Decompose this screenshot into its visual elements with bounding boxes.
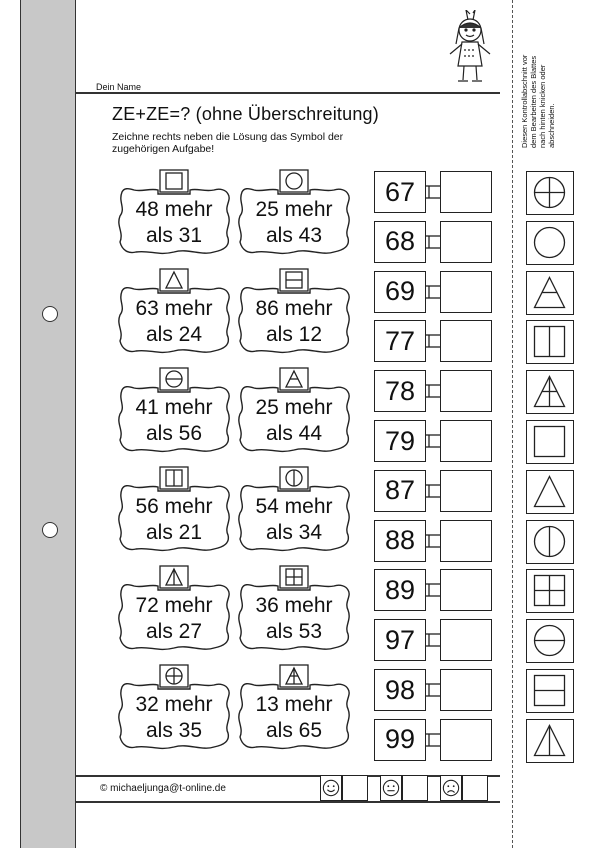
punch-hole	[42, 522, 58, 538]
triangle-horizontal-split-icon	[526, 271, 574, 315]
task-line-2: als 24	[145, 323, 203, 346]
smiley-neutral-icon[interactable]	[380, 775, 402, 801]
binder-strip	[20, 0, 76, 848]
triangle-horizontal-split-icon	[279, 367, 309, 391]
symbol-answer-box[interactable]	[440, 420, 492, 462]
task-line-1: 25 mehr	[255, 198, 333, 221]
connector-bracket	[426, 384, 440, 398]
task-line-1: 13 mehr	[255, 693, 333, 716]
symbol-answer-box[interactable]	[440, 569, 492, 611]
mascot-illustration	[440, 10, 500, 84]
result-number: 97	[374, 619, 426, 661]
task-text	[114, 692, 234, 744]
connector-bracket	[426, 534, 440, 548]
triangle-vertical-split-icon	[159, 565, 189, 589]
triangle-quartered-icon	[526, 370, 574, 414]
punch-hole	[42, 306, 58, 322]
square-quartered-icon	[526, 569, 574, 613]
symbol-answer-box[interactable]	[440, 370, 492, 412]
result-number: 88	[374, 520, 426, 562]
result-number: 98	[374, 669, 426, 711]
task-line-2: als 21	[145, 521, 203, 544]
square-icon	[526, 420, 574, 464]
triangle-icon	[526, 470, 574, 514]
connector-bracket	[426, 334, 440, 348]
rating-checkbox[interactable]	[342, 775, 368, 801]
task-line-1: 41 mehr	[135, 396, 213, 419]
symbol-answer-box[interactable]	[440, 271, 492, 313]
triangle-icon	[159, 268, 189, 292]
task-line-2: als 43	[265, 224, 323, 247]
task-card	[114, 465, 234, 553]
result-number: 87	[374, 470, 426, 512]
footer-rule	[76, 775, 500, 777]
task-text	[114, 296, 234, 348]
smiley-sad-icon[interactable]	[440, 775, 462, 801]
symbol-answer-box[interactable]	[440, 320, 492, 362]
task-text	[114, 395, 234, 447]
task-text	[114, 494, 234, 546]
result-number: 69	[374, 271, 426, 313]
connector-bracket	[426, 633, 440, 647]
task-line-1: 54 mehr	[255, 495, 333, 518]
circle-icon	[279, 169, 309, 193]
connector-bracket	[426, 185, 440, 199]
task-line-2: als 34	[265, 521, 323, 544]
page-title: ZE+ZE=? (ohne Überschreitung)	[112, 104, 379, 124]
connector-bracket	[426, 285, 440, 299]
result-number: 89	[374, 569, 426, 611]
task-text	[234, 395, 354, 447]
task-text	[114, 197, 234, 249]
symbol-answer-box[interactable]	[440, 719, 492, 761]
task-line-2: als 35	[145, 719, 203, 742]
task-card	[234, 663, 354, 751]
task-line-1: 56 mehr	[135, 495, 213, 518]
task-card	[114, 663, 234, 751]
task-line-1: 48 mehr	[135, 198, 213, 221]
task-card	[114, 564, 234, 652]
task-text	[234, 593, 354, 645]
smiley-happy-icon[interactable]	[320, 775, 342, 801]
task-line-1: 63 mehr	[135, 297, 213, 320]
task-line-2: als 56	[145, 422, 203, 445]
task-line-2: als 44	[265, 422, 323, 445]
result-number: 67	[374, 171, 426, 213]
result-number: 68	[374, 221, 426, 263]
task-text	[234, 197, 354, 249]
circle-vertical-split-icon	[279, 466, 309, 490]
result-number: 99	[374, 719, 426, 761]
result-number: 78	[374, 370, 426, 412]
symbol-answer-box[interactable]	[440, 669, 492, 711]
task-card	[234, 564, 354, 652]
rating-checkbox[interactable]	[402, 775, 428, 801]
task-card	[114, 267, 234, 355]
circle-vertical-split-icon	[526, 520, 574, 564]
task-card	[234, 168, 354, 256]
task-line-1: 86 mehr	[255, 297, 333, 320]
triangle-quartered-icon	[279, 664, 309, 688]
connector-bracket	[426, 434, 440, 448]
task-line-2: als 31	[145, 224, 203, 247]
task-card	[234, 366, 354, 454]
triangle-vertical-split-icon	[526, 719, 574, 763]
symbol-answer-box[interactable]	[440, 470, 492, 512]
task-card	[114, 366, 234, 454]
task-line-2: als 27	[145, 620, 203, 643]
square-horizontal-split-icon	[526, 669, 574, 713]
task-line-2: als 53	[265, 620, 323, 643]
square-vertical-split-icon	[159, 466, 189, 490]
task-line-2: als 12	[265, 323, 323, 346]
name-label: Dein Name	[96, 82, 142, 92]
result-number: 79	[374, 420, 426, 462]
connector-bracket	[426, 733, 440, 747]
task-line-1: 32 mehr	[135, 693, 213, 716]
circle-icon	[526, 221, 574, 265]
square-icon	[159, 169, 189, 193]
symbol-answer-box[interactable]	[440, 520, 492, 562]
task-line-1: 36 mehr	[255, 594, 333, 617]
copyright-text: © michaeljunga@t-online.de	[100, 783, 226, 794]
task-text	[234, 494, 354, 546]
task-line-1: 25 mehr	[255, 396, 333, 419]
task-text	[114, 593, 234, 645]
task-card	[234, 267, 354, 355]
circle-horizontal-split-icon	[159, 367, 189, 391]
circle-horizontal-split-icon	[526, 619, 574, 663]
task-line-2: als 65	[265, 719, 323, 742]
footer-rule-bottom	[76, 801, 500, 803]
task-card	[114, 168, 234, 256]
symbol-answer-box[interactable]	[440, 619, 492, 661]
task-text	[234, 296, 354, 348]
instruction-text: Zeichne rechts neben die Lösung das Symbol der zugehörigen Aufgabe!	[112, 131, 344, 155]
header-rule	[76, 92, 500, 94]
result-number: 77	[374, 320, 426, 362]
square-horizontal-split-icon	[279, 268, 309, 292]
connector-bracket	[426, 235, 440, 249]
task-line-1: 72 mehr	[135, 594, 213, 617]
circle-quartered-icon	[159, 664, 189, 688]
fold-line	[512, 0, 513, 848]
symbol-answer-box[interactable]	[440, 171, 492, 213]
square-vertical-split-icon	[526, 320, 574, 364]
symbol-answer-box[interactable]	[440, 221, 492, 263]
connector-bracket	[426, 583, 440, 597]
control-note: Diesen Kontrollabschnitt vor dem Bearbeiten des Blattes nach hinten knicken oder abschneiden.	[520, 54, 556, 148]
circle-quartered-icon	[526, 171, 574, 215]
task-text	[234, 692, 354, 744]
square-quartered-icon	[279, 565, 309, 589]
rating-checkbox[interactable]	[462, 775, 488, 801]
connector-bracket	[426, 683, 440, 697]
task-card	[234, 465, 354, 553]
connector-bracket	[426, 484, 440, 498]
